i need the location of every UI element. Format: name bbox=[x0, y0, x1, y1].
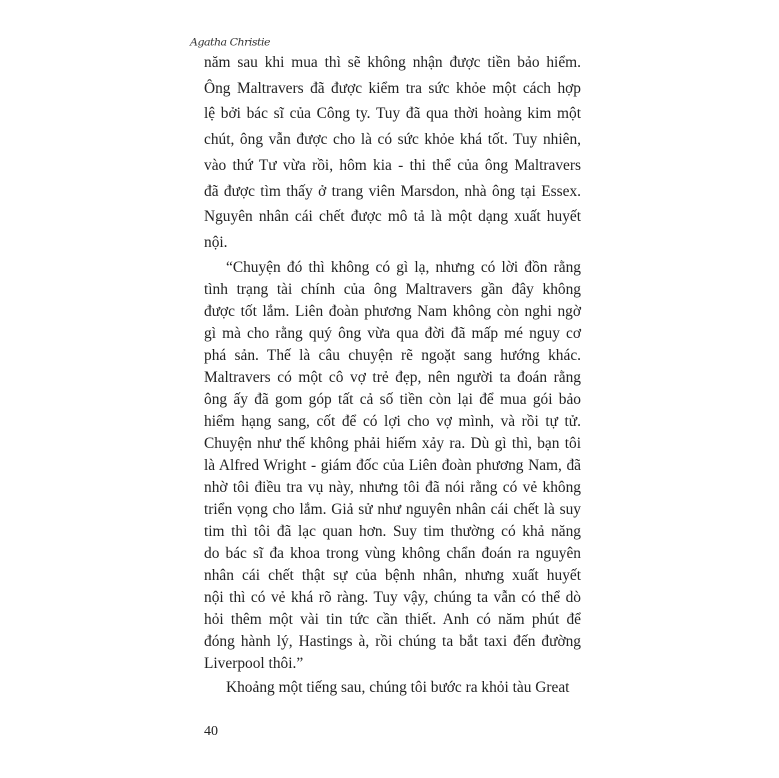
text-line: tim thì tôi đã lạc quan hơn. Suy tim thường có khả năng bbox=[204, 523, 581, 540]
text-line: năm sau khi mua thì sẽ không nhận được tiền bảo hiểm. bbox=[204, 54, 581, 71]
text-line: hiểm hạng sang, cốt để có lợi cho vợ mình, và rồi tự tử. bbox=[204, 413, 581, 430]
paragraph-1 bbox=[204, 50, 581, 256]
text-line: đã được tìm thấy ở trang viên Marsdon, nhà ông tại Essex. bbox=[204, 182, 581, 200]
text-line: do bác sĩ đa khoa trong vùng không chẩn đoán ra nguyên bbox=[204, 545, 581, 562]
text-line: phá sản. Thế là câu chuyện rẽ ngoặt sang hướng khác. bbox=[204, 347, 581, 364]
text-line: Nguyên nhân cái chết được mô tả là một dạng xuất huyết bbox=[204, 208, 581, 226]
text-line: lệ bởi bác sĩ của Công ty. Tuy đã qua thời hoàng kim một bbox=[204, 105, 581, 123]
text-line: vào thứ Tư vừa rồi, hôm kia - thi thể của ông Maltravers bbox=[204, 156, 581, 174]
text-line: nội thì có vẻ khá rõ ràng. Tuy vậy, chúng ta vẫn có thể dò bbox=[204, 589, 581, 606]
text-line: nhân cái chết thật sự của bệnh nhân, nhưng xuất huyết bbox=[204, 567, 581, 584]
text-line: triển vọng cho lắm. Giả sử như nguyên nhân cái chết là suy bbox=[204, 501, 581, 518]
paragraph-3 bbox=[204, 677, 581, 699]
text-line: được tốt lắm. Liên đoàn phương Nam không còn nghi ngờ bbox=[204, 303, 581, 320]
text-line: Liverpool thôi.” bbox=[204, 655, 304, 672]
text-line: Khoảng một tiếng sau, chúng tôi bước ra khỏi tàu Great bbox=[226, 679, 570, 696]
text-line: Ông Maltravers đã được kiểm tra sức khỏe một cách hợp bbox=[204, 79, 581, 97]
text-line: nhờ tôi điều tra vụ này, nhưng tôi đã nói rằng có vẻ không bbox=[204, 479, 581, 496]
text-line: gì mà cho rằng quý ông vừa qua đời đã mấp mé nguy cơ bbox=[204, 325, 581, 342]
page-number: 40 bbox=[204, 724, 218, 739]
text-line: đóng hành lý, Hastings à, rồi chúng ta bắt taxi đến đường bbox=[204, 633, 581, 650]
text-line: ông ấy đã gom góp tất cả số tiền còn lại để mua gói bảo bbox=[204, 391, 581, 408]
text-line: Chuyện như thế không phải hiếm xảy ra. Dù gì thì, bạn tôi bbox=[204, 435, 581, 452]
text-line: tình trạng tài chính của ông Maltravers gần đây không bbox=[204, 281, 581, 298]
text-line: Maltravers có một cô vợ trẻ đẹp, nên người ta đoán rằng bbox=[204, 369, 581, 386]
author-signature-logo: Agatha Christie bbox=[190, 36, 270, 49]
text-line: chút, ông vẫn được cho là có sức khỏe khá tốt. Tuy nhiên, bbox=[204, 131, 581, 149]
text-line: là Alfred Wright - giám đốc của Liên đoàn phương Nam, đã bbox=[204, 457, 581, 474]
text-line: “Chuyện đó thì không có gì lạ, nhưng có lời đồn rằng bbox=[226, 259, 581, 276]
text-line: hỏi thêm một vài tin tức cần thiết. Anh có năm phút để bbox=[204, 611, 581, 628]
paragraph-2 bbox=[204, 257, 581, 675]
text-line: nội. bbox=[204, 233, 228, 251]
